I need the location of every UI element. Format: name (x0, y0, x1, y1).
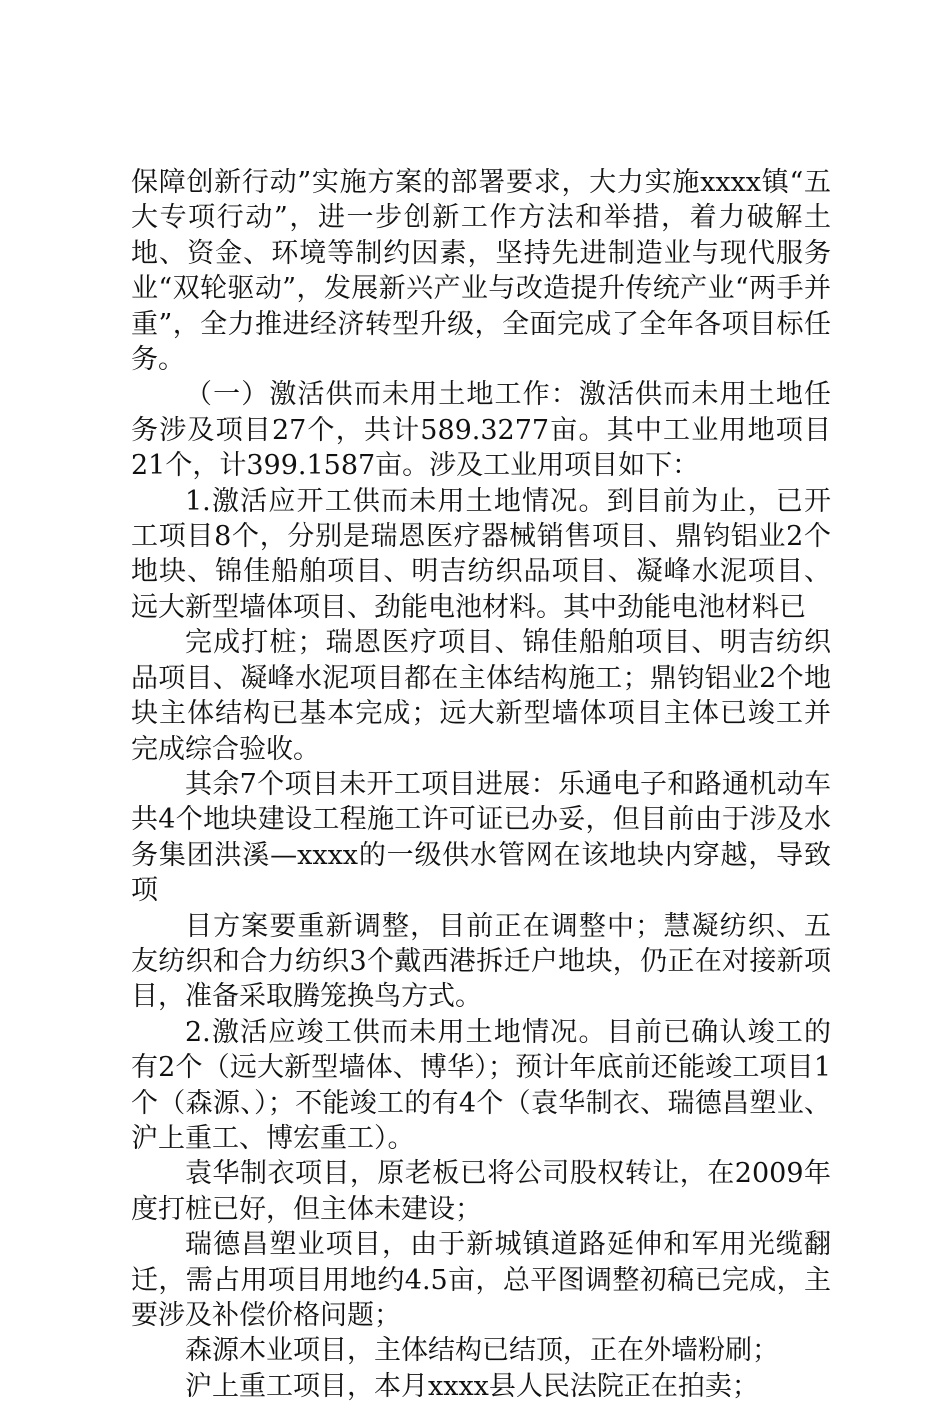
paragraph-4: 完成打桩；瑞恩医疗项目、锦佳船舶项目、明吉纺织品项目、凝峰水泥项目都在主体结构施工；鼎钧铝业2个地块主体结构已基本完成；远大新型墙体项目主体已竣工并完成综合验收。 (131, 627, 831, 765)
paragraph-2: （一）激活供而未用土地工作：激活供而未用土地任务涉及项目27个，共计589.3277亩。其中工业用地项目21个，计399.1587亩。涉及工业用项目如下： (131, 379, 831, 482)
paragraph-5: 其余7个项目未开工项目进展：乐通电子和路通机动车共4个地块建设工程施工许可证已办妥，但目前由于涉及水务集团洪溪—xxxx的一级供水管网在该地块内穿越，导致项 (131, 768, 831, 907)
paragraph-11: 沪上重工项目，本月xxxx县人民法院正在拍卖； (185, 1370, 759, 1402)
paragraph-1: 保障创新行动”实施方案的部署要求，大力实施xxxx镇“五大专项行动”，进一步创新工作方法和举措，着力破解土地、资金、环境等制约因素，坚持先进制造业与现代服务业“双轮驱动”，发展新兴产业与改造提升传统产业“两手并重”，全力推进经济转型升级，全面完成了全年各项目标任务。 (131, 167, 831, 376)
document-body (131, 165, 831, 1404)
paragraph-8: 袁华制衣项目，原老板已将公司股权转让，在2009年度打桩已好，但主体未建设； (131, 1158, 831, 1225)
paragraph-9: 瑞德昌塑业项目，由于新城镇道路延伸和军用光缆翻迁，需占用项目用地约4.5亩，总平图调整初稿已完成，主要涉及补偿价格问题； (131, 1229, 831, 1331)
paragraph-3: 1.激活应开工供而未用土地情况。到目前为止，已开工项目8个，分别是瑞恩医疗器械销售项目、鼎钧铝业2个地块、锦佳船舶项目、明吉纺织品项目、凝峰水泥项目、远大新型墙体项目、劲能电池材料。其中劲能电池材料已 (131, 485, 831, 623)
paragraph-7: 2.激活应竣工供而未用土地情况。目前已确认竣工的有2个（远大新型墙体、博华）；预计年底前还能竣工项目1个（森源、）；不能竣工的有4个（袁华制衣、瑞德昌塑业、沪上重工、博宏重工）。 (131, 1016, 831, 1154)
paragraph-6: 目方案要重新调整，目前正在调整中；慧凝纺织、五友纺织和合力纺织3个戴西港拆迁户地块，仍正在对接新项目，准备采取腾笼换鸟方式。 (131, 910, 831, 1013)
paragraph-10: 森源木业项目，主体结构已结顶，正在外墙粉刷； (185, 1335, 779, 1367)
